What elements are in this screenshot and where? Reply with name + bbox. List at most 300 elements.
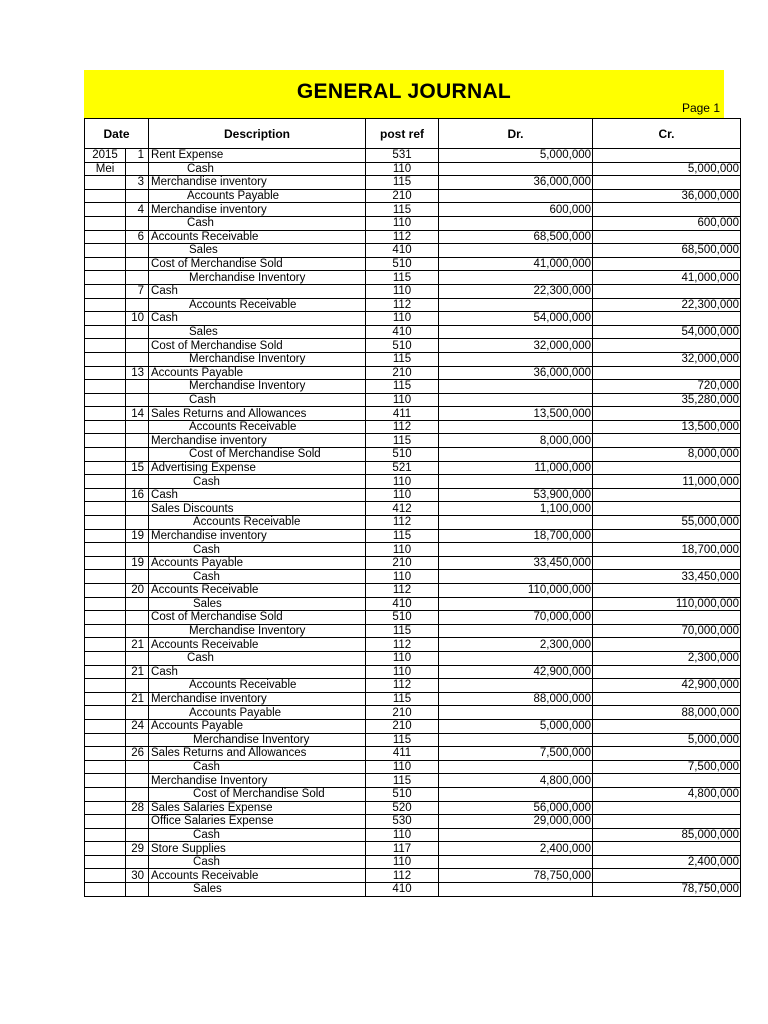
table-row bbox=[85, 475, 741, 489]
description-cell bbox=[149, 679, 366, 693]
account-name: Office Salaries Expense bbox=[151, 815, 274, 828]
description-cell bbox=[149, 624, 366, 638]
post-ref-cell: 510 bbox=[366, 257, 439, 271]
debit-cell: 36,000,000 bbox=[439, 176, 593, 190]
account-name: Accounts Payable bbox=[189, 706, 282, 719]
date-cell bbox=[85, 733, 126, 747]
debit-cell: 53,900,000 bbox=[439, 488, 593, 502]
account-name: Cash bbox=[151, 489, 178, 502]
debit-cell bbox=[439, 597, 593, 611]
table-row bbox=[85, 855, 741, 869]
date-cell bbox=[85, 719, 126, 733]
table-row bbox=[85, 651, 741, 665]
account-name: Accounts Payable bbox=[151, 557, 244, 570]
credit-cell bbox=[593, 312, 741, 326]
table-row bbox=[85, 393, 741, 407]
column-header-post-ref: post ref bbox=[366, 119, 439, 149]
credit-cell: 22,300,000 bbox=[593, 298, 741, 312]
post-ref-cell: 412 bbox=[366, 502, 439, 516]
credit-cell bbox=[593, 203, 741, 217]
debit-cell: 7,500,000 bbox=[439, 747, 593, 761]
table-row bbox=[85, 244, 741, 258]
date-cell bbox=[85, 679, 126, 693]
date-cell bbox=[85, 393, 126, 407]
credit-cell: 18,700,000 bbox=[593, 543, 741, 557]
post-ref-cell: 112 bbox=[366, 298, 439, 312]
day-cell: 1 bbox=[126, 149, 149, 163]
post-ref-cell: 110 bbox=[366, 570, 439, 584]
credit-cell: 68,500,000 bbox=[593, 244, 741, 258]
post-ref-cell: 210 bbox=[366, 556, 439, 570]
post-ref-cell: 510 bbox=[366, 448, 439, 462]
credit-cell: 11,000,000 bbox=[593, 475, 741, 489]
day-cell bbox=[126, 475, 149, 489]
description-cell bbox=[149, 828, 366, 842]
table-row bbox=[85, 883, 741, 897]
table-row bbox=[85, 420, 741, 434]
account-name: Accounts Receivable bbox=[189, 298, 297, 311]
date-cell: 2015 bbox=[85, 149, 126, 163]
description-cell bbox=[149, 733, 366, 747]
description-cell bbox=[149, 842, 366, 856]
date-cell bbox=[85, 584, 126, 598]
post-ref-cell: 115 bbox=[366, 352, 439, 366]
credit-cell bbox=[593, 584, 741, 598]
account-name: Advertising Expense bbox=[151, 461, 256, 474]
date-cell bbox=[85, 380, 126, 394]
account-name: Cash bbox=[193, 828, 220, 841]
debit-cell: 42,900,000 bbox=[439, 665, 593, 679]
credit-cell: 7,500,000 bbox=[593, 760, 741, 774]
date-cell bbox=[85, 407, 126, 421]
credit-cell bbox=[593, 815, 741, 829]
description-cell bbox=[149, 815, 366, 829]
description-cell bbox=[149, 760, 366, 774]
debit-cell bbox=[439, 271, 593, 285]
credit-cell: 70,000,000 bbox=[593, 624, 741, 638]
credit-cell bbox=[593, 434, 741, 448]
description-cell bbox=[149, 380, 366, 394]
day-cell bbox=[126, 244, 149, 258]
date-cell bbox=[85, 488, 126, 502]
day-cell bbox=[126, 380, 149, 394]
debit-cell: 2,300,000 bbox=[439, 638, 593, 652]
post-ref-cell: 411 bbox=[366, 407, 439, 421]
table-row bbox=[85, 787, 741, 801]
day-cell: 10 bbox=[126, 312, 149, 326]
day-cell: 20 bbox=[126, 584, 149, 598]
date-cell bbox=[85, 271, 126, 285]
column-header-description: Description bbox=[149, 119, 366, 149]
debit-cell: 78,750,000 bbox=[439, 869, 593, 883]
account-name: Accounts Receivable bbox=[151, 869, 259, 882]
date-cell bbox=[85, 801, 126, 815]
account-name: Accounts Payable bbox=[151, 366, 244, 379]
table-row bbox=[85, 488, 741, 502]
description-cell bbox=[149, 706, 366, 720]
credit-cell: 42,900,000 bbox=[593, 679, 741, 693]
date-cell bbox=[85, 475, 126, 489]
day-cell bbox=[126, 271, 149, 285]
account-name: Cash bbox=[193, 761, 220, 774]
debit-cell: 11,000,000 bbox=[439, 461, 593, 475]
description-cell bbox=[149, 638, 366, 652]
post-ref-cell: 110 bbox=[366, 543, 439, 557]
day-cell: 3 bbox=[126, 176, 149, 190]
day-cell bbox=[126, 706, 149, 720]
table-row bbox=[85, 760, 741, 774]
table-row bbox=[85, 706, 741, 720]
account-name: Cash bbox=[151, 285, 178, 298]
table-row bbox=[85, 176, 741, 190]
account-name: Accounts Receivable bbox=[151, 638, 259, 651]
date-cell bbox=[85, 448, 126, 462]
account-name: Cash bbox=[193, 543, 220, 556]
description-cell bbox=[149, 584, 366, 598]
post-ref-cell: 110 bbox=[366, 665, 439, 679]
credit-cell bbox=[593, 488, 741, 502]
day-cell: 15 bbox=[126, 461, 149, 475]
debit-cell bbox=[439, 162, 593, 176]
credit-cell: 35,280,000 bbox=[593, 393, 741, 407]
account-name: Merchandise inventory bbox=[151, 529, 267, 542]
day-cell bbox=[126, 257, 149, 271]
journal-sheet bbox=[84, 70, 740, 897]
post-ref-cell: 510 bbox=[366, 611, 439, 625]
post-ref-cell: 110 bbox=[366, 651, 439, 665]
debit-cell: 5,000,000 bbox=[439, 719, 593, 733]
day-cell: 21 bbox=[126, 692, 149, 706]
account-name: Merchandise inventory bbox=[151, 176, 267, 189]
credit-cell: 55,000,000 bbox=[593, 516, 741, 530]
day-cell bbox=[126, 570, 149, 584]
day-cell bbox=[126, 883, 149, 897]
table-row bbox=[85, 230, 741, 244]
debit-cell bbox=[439, 679, 593, 693]
post-ref-cell: 112 bbox=[366, 679, 439, 693]
account-name: Merchandise Inventory bbox=[189, 380, 306, 393]
account-name: Cash bbox=[193, 856, 220, 869]
day-cell bbox=[126, 543, 149, 557]
credit-cell bbox=[593, 230, 741, 244]
debit-cell bbox=[439, 380, 593, 394]
debit-cell: 13,500,000 bbox=[439, 407, 593, 421]
day-cell bbox=[126, 325, 149, 339]
credit-cell bbox=[593, 529, 741, 543]
debit-cell bbox=[439, 787, 593, 801]
description-cell bbox=[149, 516, 366, 530]
page-title: GENERAL JOURNAL bbox=[296, 80, 512, 103]
account-name: Sales Returns and Allowances bbox=[151, 407, 307, 420]
debit-cell bbox=[439, 543, 593, 557]
day-cell bbox=[126, 774, 149, 788]
day-cell bbox=[126, 352, 149, 366]
post-ref-cell: 411 bbox=[366, 747, 439, 761]
debit-cell bbox=[439, 244, 593, 258]
day-cell: 24 bbox=[126, 719, 149, 733]
post-ref-cell: 115 bbox=[366, 733, 439, 747]
debit-cell bbox=[439, 733, 593, 747]
date-cell bbox=[85, 434, 126, 448]
date-cell bbox=[85, 760, 126, 774]
credit-cell: 88,000,000 bbox=[593, 706, 741, 720]
description-cell bbox=[149, 216, 366, 230]
description-cell bbox=[149, 611, 366, 625]
day-cell bbox=[126, 828, 149, 842]
date-cell bbox=[85, 230, 126, 244]
table-row bbox=[85, 815, 741, 829]
date-cell bbox=[85, 747, 126, 761]
date-cell bbox=[85, 339, 126, 353]
account-name: Cash bbox=[187, 652, 214, 665]
table-row bbox=[85, 325, 741, 339]
post-ref-cell: 112 bbox=[366, 869, 439, 883]
account-name: Cash bbox=[193, 475, 220, 488]
table-row bbox=[85, 298, 741, 312]
description-cell bbox=[149, 801, 366, 815]
credit-cell: 5,000,000 bbox=[593, 733, 741, 747]
credit-cell bbox=[593, 284, 741, 298]
credit-cell bbox=[593, 801, 741, 815]
day-cell bbox=[126, 339, 149, 353]
day-cell bbox=[126, 162, 149, 176]
day-cell: 19 bbox=[126, 529, 149, 543]
table-row bbox=[85, 733, 741, 747]
credit-cell bbox=[593, 692, 741, 706]
date-cell bbox=[85, 815, 126, 829]
date-cell bbox=[85, 298, 126, 312]
table-row bbox=[85, 216, 741, 230]
date-cell bbox=[85, 883, 126, 897]
column-header-credit: Cr. bbox=[593, 119, 741, 149]
table-row bbox=[85, 352, 741, 366]
debit-cell bbox=[439, 189, 593, 203]
account-name: Cost of Merchandise Sold bbox=[151, 611, 283, 624]
day-cell: 13 bbox=[126, 366, 149, 380]
post-ref-cell: 510 bbox=[366, 787, 439, 801]
date-cell bbox=[85, 842, 126, 856]
credit-cell: 54,000,000 bbox=[593, 325, 741, 339]
description-cell bbox=[149, 162, 366, 176]
credit-cell bbox=[593, 719, 741, 733]
debit-cell: 1,100,000 bbox=[439, 502, 593, 516]
day-cell bbox=[126, 679, 149, 693]
account-name: Merchandise inventory bbox=[151, 203, 267, 216]
post-ref-cell: 410 bbox=[366, 883, 439, 897]
day-cell bbox=[126, 733, 149, 747]
date-cell bbox=[85, 665, 126, 679]
account-name: Merchandise inventory bbox=[151, 693, 267, 706]
post-ref-cell: 410 bbox=[366, 244, 439, 258]
date-cell bbox=[85, 529, 126, 543]
credit-cell: 78,750,000 bbox=[593, 883, 741, 897]
credit-cell bbox=[593, 869, 741, 883]
post-ref-cell: 520 bbox=[366, 801, 439, 815]
post-ref-cell: 521 bbox=[366, 461, 439, 475]
table-row bbox=[85, 638, 741, 652]
debit-cell: 18,700,000 bbox=[439, 529, 593, 543]
credit-cell bbox=[593, 176, 741, 190]
credit-cell bbox=[593, 257, 741, 271]
date-cell bbox=[85, 325, 126, 339]
description-cell bbox=[149, 692, 366, 706]
credit-cell: 8,000,000 bbox=[593, 448, 741, 462]
description-cell bbox=[149, 570, 366, 584]
date-cell bbox=[85, 420, 126, 434]
day-cell: 26 bbox=[126, 747, 149, 761]
date-cell bbox=[85, 597, 126, 611]
description-cell bbox=[149, 747, 366, 761]
table-row bbox=[85, 149, 741, 163]
day-cell bbox=[126, 298, 149, 312]
credit-cell bbox=[593, 774, 741, 788]
date-cell bbox=[85, 461, 126, 475]
account-name: Merchandise Inventory bbox=[151, 774, 268, 787]
account-name: Accounts Receivable bbox=[189, 679, 297, 692]
post-ref-cell: 110 bbox=[366, 475, 439, 489]
description-cell bbox=[149, 189, 366, 203]
day-cell: 16 bbox=[126, 488, 149, 502]
account-name: Cost of Merchandise Sold bbox=[151, 339, 283, 352]
account-name: Accounts Payable bbox=[151, 720, 244, 733]
post-ref-cell: 112 bbox=[366, 230, 439, 244]
account-name: Sales bbox=[193, 883, 222, 896]
account-name: Sales Salaries Expense bbox=[151, 801, 273, 814]
account-name: Merchandise Inventory bbox=[189, 271, 306, 284]
credit-cell bbox=[593, 339, 741, 353]
day-cell bbox=[126, 434, 149, 448]
table-row bbox=[85, 869, 741, 883]
description-cell bbox=[149, 461, 366, 475]
description-cell bbox=[149, 366, 366, 380]
journal-table bbox=[84, 118, 741, 897]
date-cell bbox=[85, 366, 126, 380]
table-row bbox=[85, 774, 741, 788]
table-row bbox=[85, 556, 741, 570]
day-cell bbox=[126, 787, 149, 801]
column-header-debit: Dr. bbox=[439, 119, 593, 149]
debit-cell bbox=[439, 570, 593, 584]
post-ref-cell: 115 bbox=[366, 271, 439, 285]
day-cell bbox=[126, 815, 149, 829]
table-row bbox=[85, 692, 741, 706]
description-cell bbox=[149, 339, 366, 353]
debit-cell bbox=[439, 760, 593, 774]
table-row bbox=[85, 584, 741, 598]
credit-cell bbox=[593, 149, 741, 163]
day-cell bbox=[126, 189, 149, 203]
post-ref-cell: 530 bbox=[366, 815, 439, 829]
account-name: Accounts Receivable bbox=[193, 516, 301, 529]
date-cell bbox=[85, 869, 126, 883]
credit-cell: 4,800,000 bbox=[593, 787, 741, 801]
credit-cell: 32,000,000 bbox=[593, 352, 741, 366]
table-row bbox=[85, 284, 741, 298]
debit-cell bbox=[439, 393, 593, 407]
account-name: Sales Discounts bbox=[151, 502, 234, 515]
description-cell bbox=[149, 325, 366, 339]
debit-cell: 5,000,000 bbox=[439, 149, 593, 163]
date-cell bbox=[85, 706, 126, 720]
table-row bbox=[85, 828, 741, 842]
debit-cell: 68,500,000 bbox=[439, 230, 593, 244]
post-ref-cell: 112 bbox=[366, 638, 439, 652]
post-ref-cell: 115 bbox=[366, 529, 439, 543]
post-ref-cell: 115 bbox=[366, 624, 439, 638]
post-ref-cell: 115 bbox=[366, 434, 439, 448]
debit-cell: 4,800,000 bbox=[439, 774, 593, 788]
date-cell bbox=[85, 203, 126, 217]
debit-cell bbox=[439, 298, 593, 312]
credit-cell: 33,450,000 bbox=[593, 570, 741, 584]
day-cell bbox=[126, 624, 149, 638]
debit-cell: 600,000 bbox=[439, 203, 593, 217]
description-cell bbox=[149, 312, 366, 326]
debit-cell: 36,000,000 bbox=[439, 366, 593, 380]
account-name: Cash bbox=[189, 393, 216, 406]
table-row bbox=[85, 312, 741, 326]
post-ref-cell: 510 bbox=[366, 339, 439, 353]
account-name: Sales bbox=[189, 326, 218, 339]
description-cell bbox=[149, 556, 366, 570]
table-row bbox=[85, 665, 741, 679]
credit-cell bbox=[593, 461, 741, 475]
account-name: Accounts Receivable bbox=[189, 421, 297, 434]
credit-cell: 13,500,000 bbox=[593, 420, 741, 434]
day-cell: 4 bbox=[126, 203, 149, 217]
table-row bbox=[85, 611, 741, 625]
day-cell bbox=[126, 393, 149, 407]
table-row bbox=[85, 366, 741, 380]
debit-cell: 32,000,000 bbox=[439, 339, 593, 353]
table-row bbox=[85, 719, 741, 733]
table-row bbox=[85, 747, 741, 761]
post-ref-cell: 110 bbox=[366, 216, 439, 230]
description-cell bbox=[149, 448, 366, 462]
debit-cell bbox=[439, 855, 593, 869]
description-cell bbox=[149, 407, 366, 421]
table-row bbox=[85, 842, 741, 856]
date-cell bbox=[85, 257, 126, 271]
post-ref-cell: 112 bbox=[366, 420, 439, 434]
day-cell bbox=[126, 855, 149, 869]
account-name: Sales bbox=[189, 244, 218, 257]
credit-cell: 2,300,000 bbox=[593, 651, 741, 665]
debit-cell bbox=[439, 325, 593, 339]
post-ref-cell: 210 bbox=[366, 366, 439, 380]
date-cell bbox=[85, 787, 126, 801]
post-ref-cell: 110 bbox=[366, 760, 439, 774]
table-row bbox=[85, 679, 741, 693]
post-ref-cell: 115 bbox=[366, 692, 439, 706]
account-name: Rent Expense bbox=[151, 149, 224, 162]
debit-cell bbox=[439, 216, 593, 230]
description-cell bbox=[149, 651, 366, 665]
table-row bbox=[85, 624, 741, 638]
description-cell bbox=[149, 488, 366, 502]
description-cell bbox=[149, 543, 366, 557]
description-cell bbox=[149, 284, 366, 298]
date-cell bbox=[85, 556, 126, 570]
description-cell bbox=[149, 869, 366, 883]
description-cell bbox=[149, 393, 366, 407]
post-ref-cell: 210 bbox=[366, 189, 439, 203]
table-row bbox=[85, 434, 741, 448]
credit-cell bbox=[593, 665, 741, 679]
date-cell bbox=[85, 502, 126, 516]
post-ref-cell: 110 bbox=[366, 393, 439, 407]
account-name: Cash bbox=[151, 312, 178, 325]
